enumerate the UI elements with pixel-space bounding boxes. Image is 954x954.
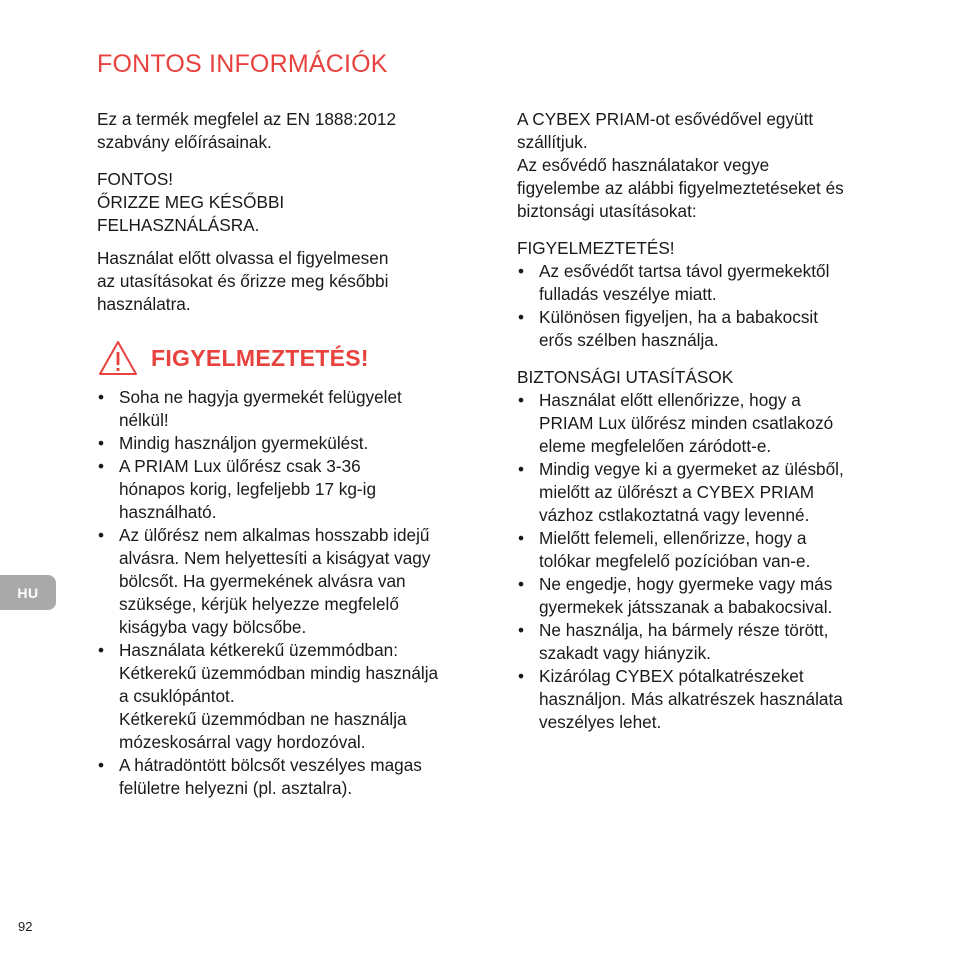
page-title: FONTOS INFORMÁCIÓK	[97, 50, 388, 78]
list-item: • Kizárólag CYBEX pótalkatrészeket használjon. Más alkatrészek használata veszélyes lehet.	[517, 665, 917, 734]
list-item: • Mindig vegye ki a gyermeket az ülésből, mielőtt az ülőrészt a CYBEX PRIAM vázhoz cstlakoztatná vagy levenné.	[517, 458, 917, 527]
list-item: • Különösen figyeljen, ha a babakocsit erős szélben használja.	[517, 306, 917, 352]
warning-triangle-icon	[97, 339, 139, 377]
list-item: • Használat előtt ellenőrizze, hogy a PRIAM Lux ülőrész minden csatlakozó eleme megfelelően záródott-e.	[517, 389, 917, 458]
list-item: • Az ülőrész nem alkalmas hosszabb idejű alvásra. Nem helyettesíti a kiságyat vagy bölcsőt. Ha gyermekének alvásra van szüksége, kérjük helyezze megfelelő kiságyba vagy bölcsőbe.	[97, 524, 492, 639]
important-notice: FONTOS! ŐRIZZE MEG KÉSŐBBI FELHASZNÁLÁSRA.	[97, 169, 285, 235]
list-item: • A hátradöntött bölcsőt veszélyes magas felületre helyezni (pl. asztalra).	[97, 754, 492, 800]
warning-heading: FIGYELMEZTETÉS!	[151, 344, 369, 371]
left-column	[97, 108, 492, 800]
safety-heading: BIZTONSÁGI UTASÍTÁSOK	[517, 367, 734, 387]
rain-cover-warning-list	[517, 260, 917, 352]
list-item: • Mielőtt felemeli, ellenőrizze, hogy a tolókar megfelelő pozícióban van-e.	[517, 527, 917, 573]
language-tab: HU	[0, 575, 56, 610]
safety-list	[517, 389, 917, 734]
list-item: • A PRIAM Lux ülőrész csak 3-36 hónapos korig, legfeljebb 17 kg-ig használható.	[97, 455, 492, 524]
list-item: • Soha ne hagyja gyermekét felügyelet nélkül!	[97, 386, 492, 432]
warning-list	[97, 386, 492, 800]
right-column	[517, 108, 917, 734]
list-item: • Ne használja, ha bármely része törött, szakadt vagy hiányzik.	[517, 619, 917, 665]
list-item: • Mindig használjon gyermekülést.	[97, 432, 492, 455]
list-item: • Ne engedje, hogy gyermeke vagy más gyermekek játsszanak a babakocsival.	[517, 573, 917, 619]
list-item: • Használata kétkerekű üzemmódban: Kétkerekű üzemmódban mindig használja a csuklópántot. Kétkerekű üzemmódban ne használja mózeskosárral vagy hordozóval.	[97, 639, 492, 754]
read-instructions-text: Használat előtt olvassa el figyelmesen az utasításokat és őrizze meg későbbi használatra.	[97, 248, 389, 314]
standard-compliance-text: Ez a termék megfelel az EN 1888:2012 szabvány előírásainak.	[97, 109, 397, 152]
page-number: 92	[18, 919, 33, 934]
list-item: • Az esővédőt tartsa távol gyermekektől fulladás veszélye miatt.	[517, 260, 917, 306]
rain-cover-intro: A CYBEX PRIAM-ot esővédővel együtt szállítjuk. Az esővédő használatakor vegye figyelembe az alábbi figyelmeztetéseket és biztonsági utasításokat:	[517, 109, 844, 221]
warning-header	[97, 338, 492, 378]
rain-cover-warning-heading: FIGYELMEZTETÉS!	[517, 238, 675, 258]
